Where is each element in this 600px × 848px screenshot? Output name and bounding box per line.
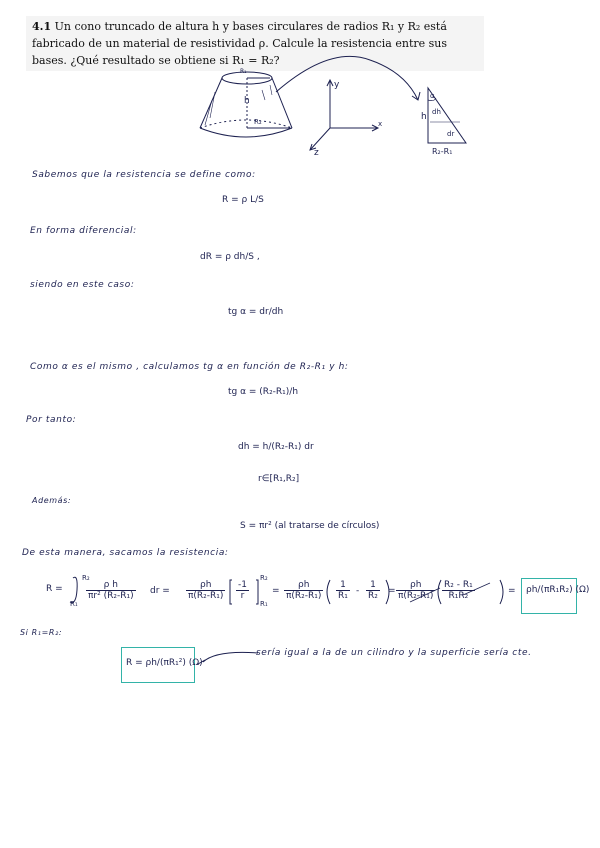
note-line-1: Sabemos que la resistencia se define como: [32, 170, 256, 180]
result-box [521, 578, 590, 614]
equation-area: S = πr² (al tratarse de círculos) [240, 521, 380, 531]
note-line-4: Como α es el mismo , calculamos tg α en función de R₂-R₁ y h: [30, 362, 349, 372]
cone-label-h: h [244, 96, 250, 106]
triangle-dr: dr [447, 130, 455, 138]
axis-x-label: x [378, 120, 383, 128]
problem-number: 4.1 [32, 20, 52, 33]
note-line-7: De esta manera, sacamos la resistencia: [22, 548, 229, 558]
equation-range: r∈[R₁,R₂] [258, 474, 300, 484]
equation-tangent: tg α = dr/dh [228, 307, 284, 317]
note-line-8: Si R₁=R₂: [20, 628, 63, 637]
cylinder-note: sería igual a la de un cilindro y la superficie sería cte. [256, 648, 532, 658]
equation-differential: dR = ρ dh/S , [200, 252, 260, 262]
axis-z-label: z [314, 148, 319, 158]
equation-tangent-r: tg α = (R₂-R₁)/h [228, 387, 299, 397]
note-line-3: siendo en este caso: [30, 280, 135, 290]
cone-label-r1: R₁ [240, 68, 247, 75]
problem-text: Un cono truncado de altura h y bases circulares de radios R₁ y R₂ está fabricado de un material de resistividad ρ. Calcule la resistencia entre sus bases. ¿Qué resultado se obtiene si R₁ = R₂? [32, 20, 448, 67]
triangle-dh: dh [432, 108, 441, 116]
cone-label-r2: R₂ [254, 118, 262, 126]
note-line-6: Además: [32, 496, 72, 505]
note-line-5: Por tanto: [26, 415, 77, 425]
note-line-2: En forma diferencial: [30, 226, 137, 236]
cylinder-result-expression: R = ρh/(πR₁²) (Ω) [126, 658, 203, 668]
equation-dh: dh = h/(R₂-R₁) dr [238, 442, 314, 452]
axis-y-label: y [334, 80, 340, 90]
triangle-h: h [421, 112, 427, 122]
result-expression: ρh/(πR₁R₂) (Ω) [526, 585, 590, 595]
triangle-base: R₂-R₁ [432, 147, 453, 156]
cylinder-result-box [121, 647, 203, 683]
triangle-alpha: α [430, 92, 435, 100]
equation-resistance: R = ρ L/S [222, 195, 264, 205]
